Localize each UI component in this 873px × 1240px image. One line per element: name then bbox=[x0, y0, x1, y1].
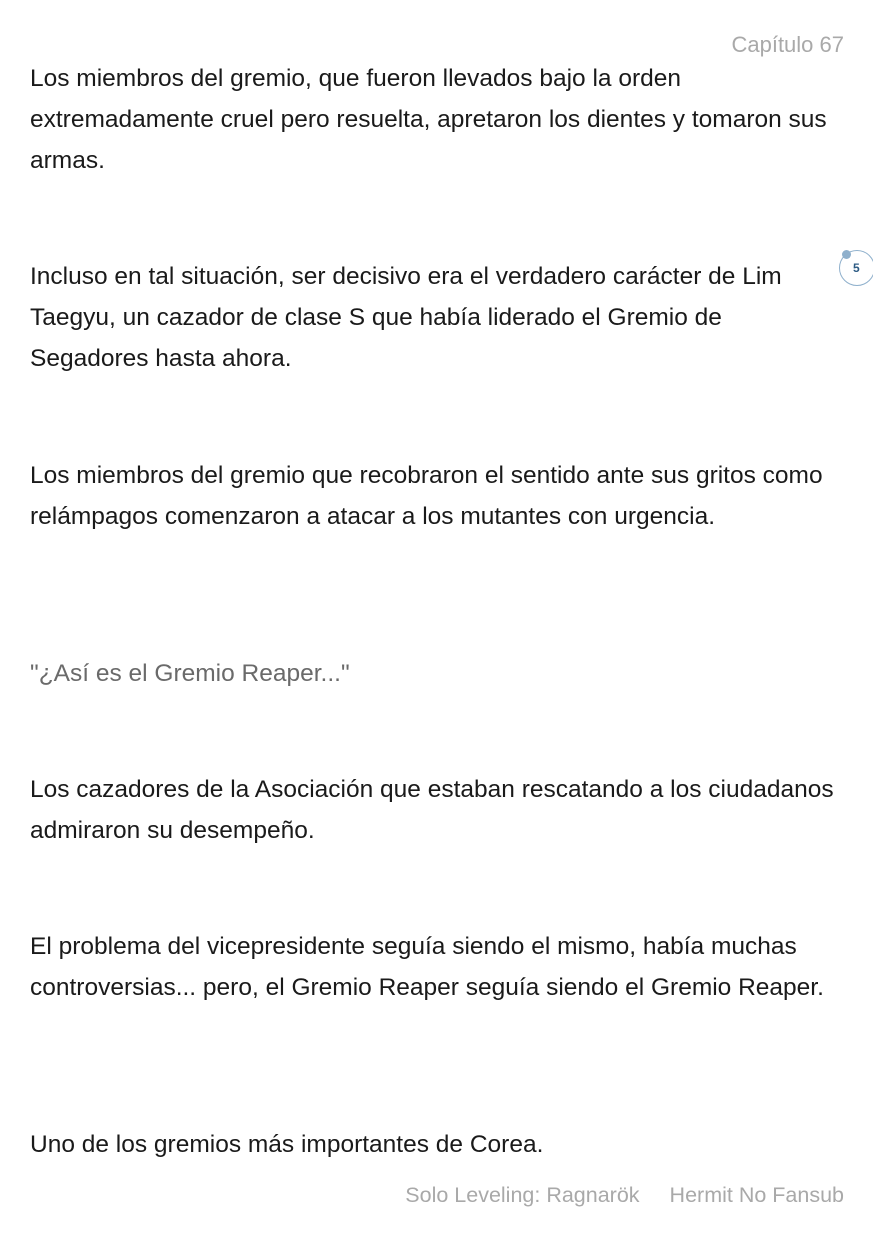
paragraph: Incluso en tal situación, ser decisivo era el verdadero carácter de Lim Taegyu, un cazador de clase S que había liderado el Gremio de Segadores hasta ahora. bbox=[30, 263, 782, 372]
translator-credit: Hermit No Fansub bbox=[669, 1183, 844, 1207]
paragraph: Los miembros del gremio que recobraron el sentido ante sus gritos como relámpagos comenzaron a atacar a los mutantes con urgencia. bbox=[30, 462, 823, 530]
dialogue-paragraph: "¿Así es el Gremio Reaper..." bbox=[30, 660, 350, 687]
book-title: Solo Leveling: Ragnarök bbox=[405, 1183, 640, 1207]
paragraph: Los miembros del gremio, que fueron llevados bajo la orden extremadamente cruel pero resuelta, apretaron los dientes y tomaron sus armas. bbox=[30, 65, 827, 174]
paragraph: El problema del vicepresidente seguía siendo el mismo, había muchas controversias... pero, el Gremio Reaper seguía siendo el Gremio Reaper. bbox=[30, 933, 824, 1001]
paragraph: Los cazadores de la Asociación que estaban rescatando a los ciudadanos admiraron su desempeño. bbox=[30, 776, 834, 844]
page-footer bbox=[405, 1183, 844, 1208]
paragraph: Uno de los gremios más importantes de Corea. bbox=[30, 1131, 544, 1158]
chapter-label: Capítulo 67 bbox=[731, 32, 844, 57]
comment-indicator-dot bbox=[842, 250, 851, 259]
paragraph-comments-button[interactable] bbox=[839, 250, 873, 288]
comment-count: 5 bbox=[853, 261, 860, 275]
